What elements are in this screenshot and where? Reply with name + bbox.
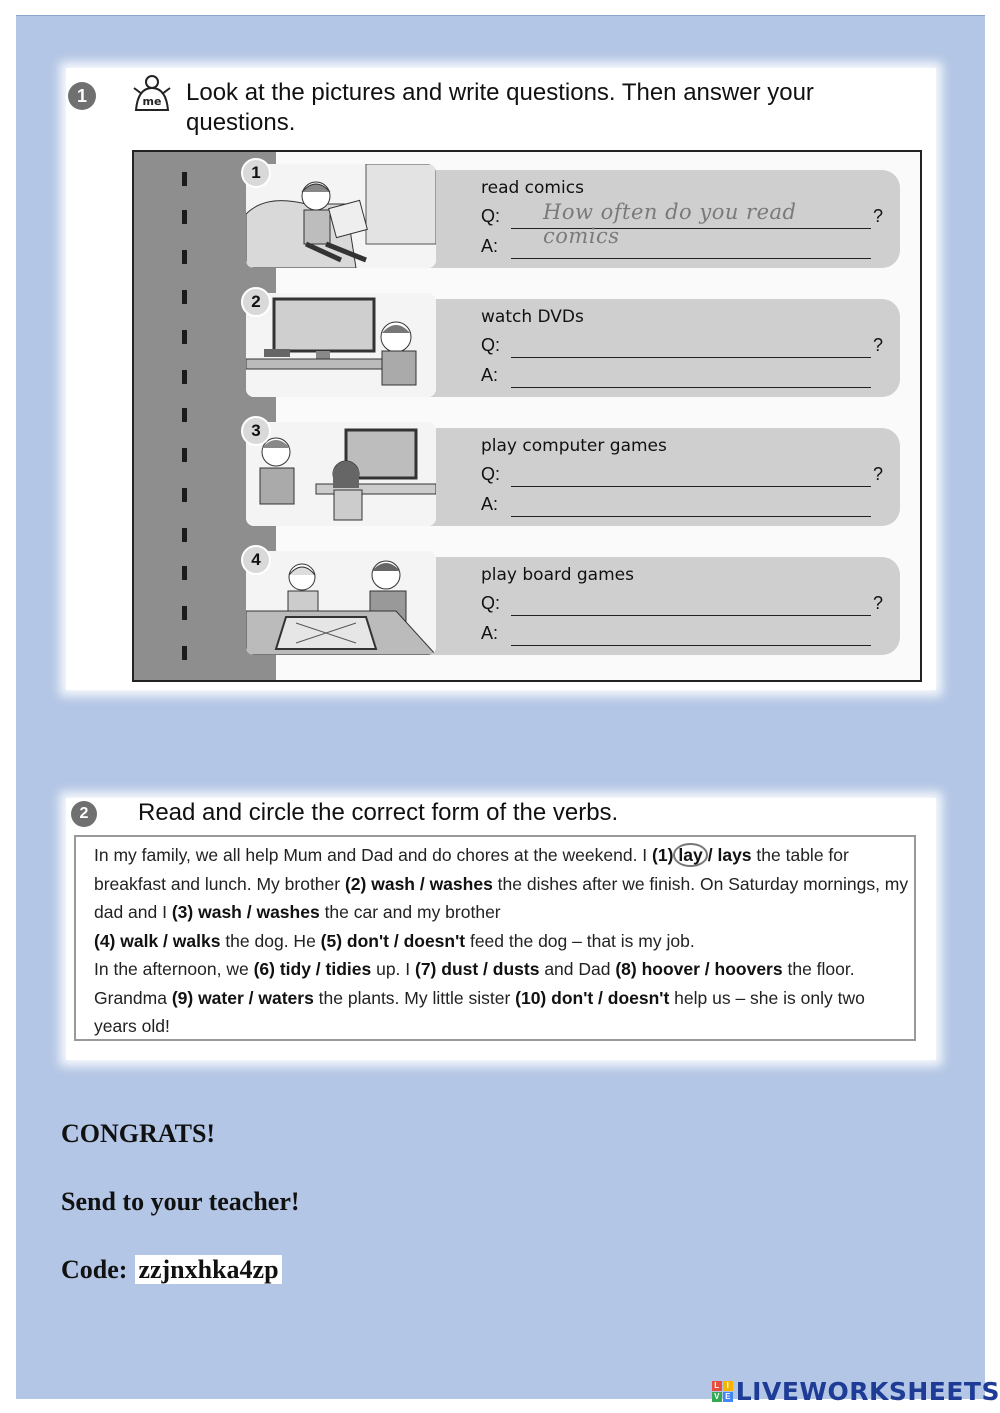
q-label: Q: xyxy=(481,593,501,613)
kids-playing-board-game-picture xyxy=(246,551,436,655)
question-answer-field[interactable] xyxy=(511,464,871,487)
a-label: A: xyxy=(481,236,499,256)
answer-row xyxy=(481,365,498,386)
road-dash xyxy=(182,566,187,580)
road-dash xyxy=(182,448,187,462)
passage-box xyxy=(74,835,916,1041)
road-dash xyxy=(182,290,187,304)
verb-choice-8[interactable]: (8) hoover / hoovers xyxy=(615,959,783,979)
verb-choice-6[interactable]: (6) tidy / tidies xyxy=(253,959,372,979)
answer-field[interactable] xyxy=(511,236,871,259)
picture-panel xyxy=(132,150,922,682)
q-label: Q: xyxy=(481,464,501,484)
exercise-number: 2 xyxy=(71,801,97,827)
answer-field[interactable] xyxy=(511,623,871,646)
road-dash xyxy=(182,330,187,344)
verb-choice-3[interactable]: (3) wash / washes xyxy=(171,902,320,922)
question-row xyxy=(481,464,884,485)
exercise-2-instructions: Read and circle the correct form of the verbs. xyxy=(138,799,619,826)
passage-text: In my family, we all help Mum and Dad and do chores at the weekend. I (1) lay / lays the table for breakfast and lunch. My brother (2) wash / washes the dishes after we finish. On Saturday mornings, my dad and I (3) wash / washes the car and my brother (4) walk / walks the dog. He (5) don't / doesn't feed the dog – that is my job. In the afternoon, we (6) tidy / tidies up. I (7) dust / dusts and Dad (8) hoover / hoovers the floor. Grandma (9) water / waters the plants. My little sister (10) don't / doesn't help us – she is only two years old! xyxy=(94,845,909,1036)
answer-row xyxy=(481,494,498,515)
answer-row xyxy=(481,623,498,644)
exercise-2 xyxy=(66,798,936,1060)
verb-choice-4[interactable]: (4) walk / walks xyxy=(94,930,221,951)
question-row xyxy=(481,335,884,356)
road-dash xyxy=(182,488,187,502)
verb-option-lays[interactable]: / lays xyxy=(707,845,752,865)
congrats-text: CONGRATS! xyxy=(61,1119,216,1148)
road-dash xyxy=(182,528,187,542)
question-mark: ? xyxy=(873,464,884,484)
question-row xyxy=(481,593,884,614)
road-dash xyxy=(182,646,187,660)
code-line xyxy=(61,1255,282,1285)
code-label: Code: xyxy=(61,1255,128,1284)
item-number: 3 xyxy=(241,416,271,446)
exercise-number: 1 xyxy=(68,82,96,110)
exercise-1-instructions: Look at the pictures and write questions. Then answer your questions. xyxy=(186,79,814,136)
activity-label: read comics xyxy=(481,178,584,198)
activity-label: play board games xyxy=(481,565,634,585)
question-card xyxy=(394,299,900,397)
me-icon xyxy=(132,74,172,112)
activity-label: watch DVDs xyxy=(481,307,584,327)
question-item-1 xyxy=(244,160,900,270)
verb-choice-9[interactable]: (9) water / waters xyxy=(171,987,314,1008)
verb-choice-7[interactable]: (7) dust / dusts xyxy=(415,959,540,979)
question-card xyxy=(394,170,900,268)
liveworksheets-logo-icon: L I V E xyxy=(712,1381,734,1403)
question-answer-text: How often do you read comics xyxy=(543,200,797,248)
question-row xyxy=(481,200,884,248)
road-dash xyxy=(182,408,187,422)
question-card xyxy=(394,428,900,526)
q-label: Q: xyxy=(481,206,501,226)
question-mark: ? xyxy=(873,593,884,613)
verb-choice-10[interactable]: (10) don't / doesn't xyxy=(515,987,670,1008)
answer-field[interactable] xyxy=(511,365,871,388)
answer-row xyxy=(481,236,498,257)
verb-choice-2[interactable]: (2) wash / washes xyxy=(344,873,493,894)
question-answer-field[interactable] xyxy=(511,200,871,248)
road-dash xyxy=(182,210,187,224)
question-item-3 xyxy=(244,418,900,528)
item-number: 2 xyxy=(241,287,271,317)
kids-playing-computer-picture xyxy=(246,422,436,526)
item-number: 1 xyxy=(241,158,271,188)
activity-label: play computer games xyxy=(481,436,667,456)
boy-reading-comic-picture xyxy=(246,164,436,268)
road-dash xyxy=(182,606,187,620)
verb-option-lay-circled[interactable]: lay xyxy=(673,843,707,867)
exercise-1 xyxy=(66,68,936,690)
verb-choice-1-number: (1) xyxy=(652,845,674,865)
road-dash xyxy=(182,250,187,264)
a-label: A: xyxy=(481,623,499,643)
road-dash xyxy=(182,172,187,186)
send-instruction: Send to your teacher! xyxy=(61,1187,300,1216)
question-answer-field[interactable] xyxy=(511,593,871,616)
a-label: A: xyxy=(481,494,499,514)
question-mark: ? xyxy=(873,335,884,355)
answer-field[interactable] xyxy=(511,494,871,517)
liveworksheets-brand xyxy=(712,1377,1000,1406)
question-item-2 xyxy=(244,289,900,399)
question-mark: ? xyxy=(873,206,884,226)
worksheet-page xyxy=(16,15,985,1399)
code-value: zzjnxhka4zp xyxy=(135,1255,281,1284)
question-answer-field[interactable] xyxy=(511,335,871,358)
item-number: 4 xyxy=(241,545,271,575)
question-item-4 xyxy=(244,547,900,657)
question-card xyxy=(394,557,900,655)
a-label: A: xyxy=(481,365,499,385)
verb-choice-5[interactable]: (5) don't / doesn't xyxy=(320,930,466,951)
boy-watching-tv-picture xyxy=(246,293,436,397)
q-label: Q: xyxy=(481,335,501,355)
road-dash xyxy=(182,370,187,384)
brand-name: LIVEWORKSHEETS xyxy=(735,1377,1000,1406)
me-icon-text: me xyxy=(142,95,162,108)
